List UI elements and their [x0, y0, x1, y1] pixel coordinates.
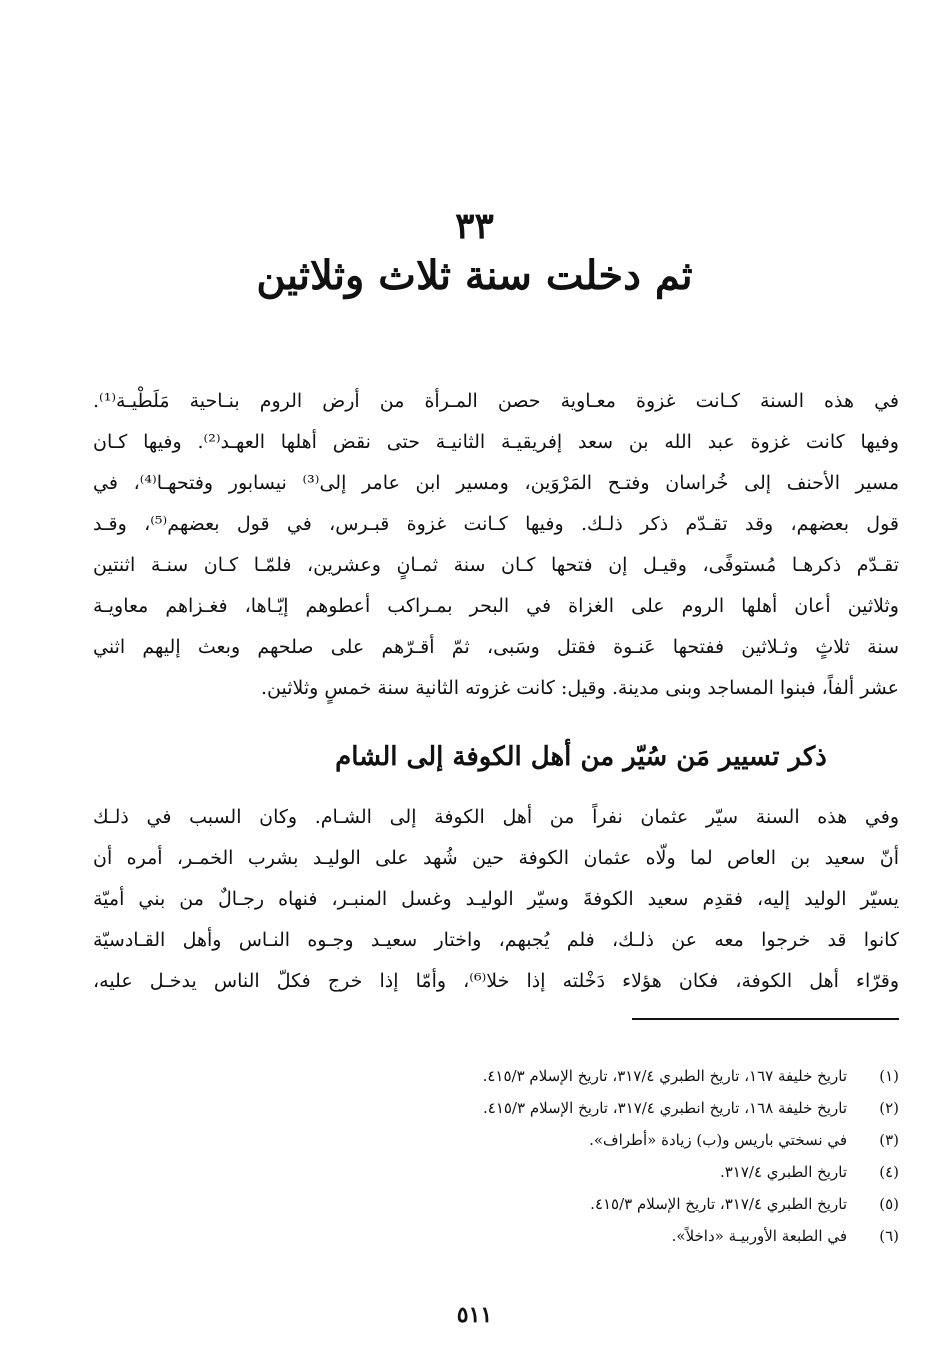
footnote-text: تاريخ الطبري ٣١٧/٤.: [719, 1163, 847, 1181]
text-line: وقرّاء أهل الكوفة، فكان هؤلاء دَخْلته إذا خلا⁽⁶⁾، وأمّا إذا خرج فكلّ الناس يدخـل عليه،: [93, 970, 899, 992]
footnote-text: تاريخ خليفة ١٦٧، تاريخ الطبري ٣١٧/٤، تاريخ الإسلام ٤١٥/٣.: [482, 1067, 847, 1085]
footnote-text: في الطبعة الأوربيـة «داخلاً».: [671, 1227, 847, 1245]
footnote-number: (٣): [879, 1131, 899, 1149]
footnote-number: (١): [879, 1067, 899, 1085]
text-line: سنة ثلاثٍ وثـلاثين ففتحها عَنـوة فقتل وسَبى، ثمّ أقـرّهم على صلحهم وبعث إليهم اثني: [93, 636, 899, 658]
text-line: مسير الأحنف إلى خُراسان وفتـح المَرْوَين، ومسير ابن عامر إلى⁽³⁾ نيسابور وفتحهـا⁽⁴⁾، في: [93, 472, 899, 494]
footnote-divider: [632, 1018, 899, 1020]
page-number: ٥١١: [456, 1302, 493, 1328]
text-line: في هذه السنة كـانت غزوة معـاوية حصن المـرأة من أرض الروم بنـاحية مَلَطْيـة⁽¹⁾.: [93, 390, 899, 412]
footnote: [93, 1124, 899, 1156]
footnote-text: تاريخ الطبري ٣١٧/٤، تاريخ الإسلام ٤١٥/٣.: [590, 1195, 847, 1213]
text-line: وفيها كانت غزوة عبد الله بن سعد إفريقيـة الثانيـة حتى نقض أهلها العهـد⁽²⁾. وفيها كـان: [93, 431, 899, 453]
section-heading: ذكر تسيير مَن سُيّر من أهل الكوفة إلى الشام: [335, 742, 827, 772]
paragraph-2: [93, 797, 899, 1002]
text-line: كانوا قد خرجوا معه عن ذلـك، فلم يُجبهم، واختار سعيـد وجـوه النـاس وأهل القـادسيّة: [93, 929, 899, 951]
text-line: عشر ألفاً، فبنوا المساجد وبنى مدينة. وقيل: كانت غزوته الثانية سنة خمسٍ وثلاثين.: [261, 677, 899, 699]
footnote: [93, 1092, 899, 1124]
footnote-number: (٦): [879, 1227, 899, 1245]
text-line: وفي هذه السنة سيّر عثمان نفراً من أهل الكوفة إلى الشـام. وكان السبب في ذلـك: [93, 806, 899, 828]
footnote: [93, 1188, 899, 1220]
footnote-text: تاريخ خليفة ١٦٨، تاريخ انطبري ٣١٧/٤، تاريخ الإسلام ٤١٥/٣.: [482, 1099, 847, 1117]
footnote: [93, 1220, 899, 1252]
paragraph-1: [93, 381, 899, 709]
chapter-title: ثم دخلت سنة ثلاث وثلاثين: [256, 252, 693, 299]
chapter-number: ٣٣: [455, 205, 494, 247]
footnote-text: في نسختي باريس و(ب) زيادة «أطراف».: [589, 1131, 847, 1149]
text-line: يسيّر الوليد إليه، فقدِم سعيد الكوفةَ وسيّر الوليـد وغسل المنبـر، فنهاه رجـالٌ من بني أميّة: [93, 888, 899, 910]
footnote-number: (٢): [879, 1099, 899, 1117]
text-line: وثلاثين أعان أهلها الروم على الغزاة في البحر بمـراكب أعطوهم إيّـاها، فغـزاهم معاويـة: [93, 595, 899, 617]
footnote-number: (٥): [879, 1195, 899, 1213]
text-line: تقـدّم ذكرهـا مُستوفًى، وقيـل إن فتحها كـان سنة ثمـانٍ وعشرين، فلمّـا كـان سنـة اثنتين: [93, 554, 899, 576]
footnote-number: (٤): [879, 1163, 899, 1181]
text-line: أنّ سعيد بن العاص لما ولّاه عثمان الكوفة حين شُهد على الوليـد بشرب الخمـر، أمره أن: [93, 847, 899, 869]
footnote: [93, 1060, 899, 1092]
text-line: قول بعضهم، وقد تقـدّم ذكر ذلـك. وفيها كـانت غزوة قبـرس، في قول بعضهم⁽⁵⁾، وقـد: [93, 513, 899, 535]
footnote: [93, 1156, 899, 1188]
footnotes-list: [93, 1060, 899, 1252]
